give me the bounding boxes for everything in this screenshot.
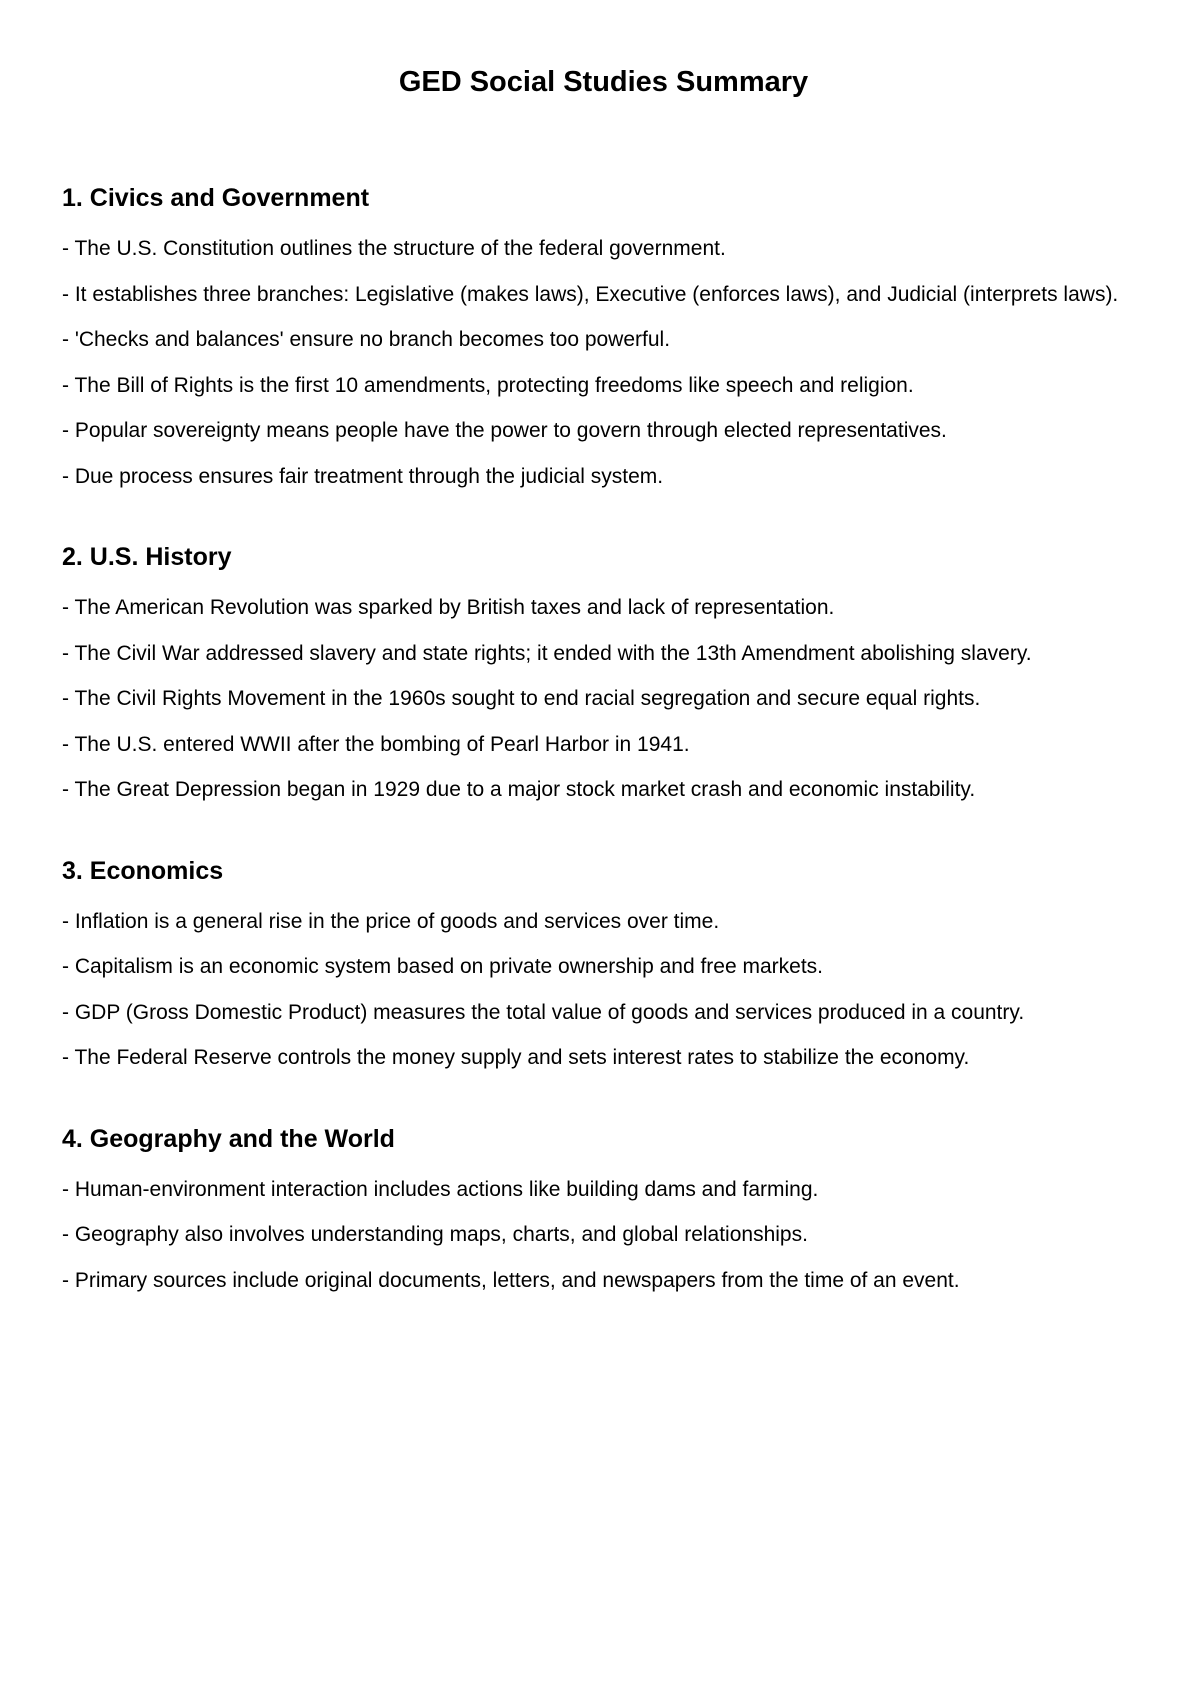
list-item: - 'Checks and balances' ensure no branch becomes too powerful. bbox=[62, 328, 671, 351]
list-item: - The U.S. Constitution outlines the structure of the federal government. bbox=[62, 237, 726, 260]
list-item: - The U.S. entered WWII after the bombing of Pearl Harbor in 1941. bbox=[62, 732, 690, 756]
section-us-history bbox=[62, 537, 1145, 813]
list-item: - Due process ensures fair treatment through the judicial system. bbox=[62, 464, 664, 488]
section-heading: 1. Civics and Government bbox=[62, 184, 370, 212]
list-item: - It establishes three branches: Legislative (makes laws), Executive (enforces laws), and Judicial (interprets laws). bbox=[62, 282, 1119, 306]
document-title: GED Social Studies Summary bbox=[398, 66, 809, 98]
list-item: - Capitalism is an economic system based on private ownership and free markets. bbox=[62, 955, 824, 978]
list-item: - The Civil Rights Movement in the 1960s sought to end racial segregation and secure equal rights. bbox=[62, 687, 981, 710]
list-item: - Human-environment interaction includes actions like building dams and farming. bbox=[62, 1177, 819, 1201]
section-heading: 4. Geography and the World bbox=[62, 1124, 395, 1153]
document-body bbox=[62, 178, 1145, 1341]
list-item: - GDP (Gross Domestic Product) measures the total value of goods and services produced in a country. bbox=[62, 1000, 1025, 1024]
list-item: - The Civil War addressed slavery and state rights; it ended with the 13th Amendment abolishing slavery. bbox=[62, 641, 1032, 665]
list-item: - The Bill of Rights is the first 10 amendments, protecting freedoms like speech and religion. bbox=[62, 373, 914, 397]
section-heading: 3. Economics bbox=[62, 856, 224, 885]
section-heading: 2. U.S. History bbox=[62, 543, 232, 571]
list-item: - Geography also involves understanding maps, charts, and global relationships. bbox=[62, 1223, 808, 1246]
list-item: - Inflation is a general rise in the price of goods and services over time. bbox=[62, 909, 720, 933]
list-item: - Popular sovereignty means people have the power to govern through elected representatives. bbox=[62, 419, 947, 442]
list-item: - The American Revolution was sparked by British taxes and lack of representation. bbox=[62, 596, 835, 619]
list-item: - The Great Depression began in 1929 due to a major stock market crash and economic instability. bbox=[62, 778, 976, 801]
section-geography-and-the-world bbox=[62, 1119, 1145, 1304]
section-economics bbox=[62, 851, 1145, 1081]
list-item: - The Federal Reserve controls the money supply and sets interest rates to stabilize the economy. bbox=[62, 1046, 970, 1069]
section-civics-and-government bbox=[62, 178, 1145, 499]
list-item: - Primary sources include original documents, letters, and newspapers from the time of an event. bbox=[62, 1268, 960, 1292]
